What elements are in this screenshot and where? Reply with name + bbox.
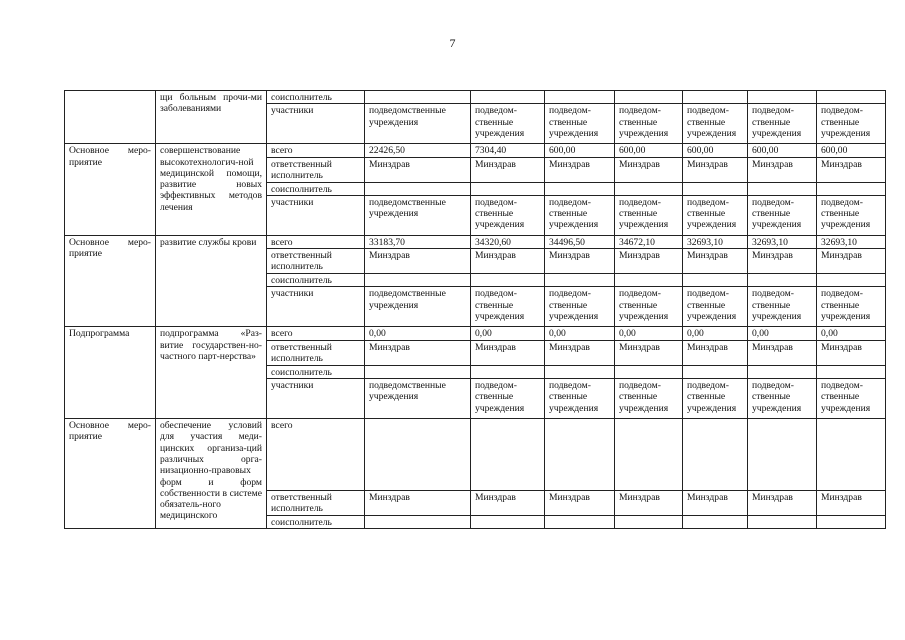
total-value-cell: 34672,10 xyxy=(615,235,683,248)
table-body xyxy=(65,91,886,529)
participants-cell: подведом-ственные учреждения xyxy=(545,379,615,419)
empty-cell xyxy=(683,516,748,529)
empty-cell xyxy=(365,365,471,378)
participants-cell: подведомственные учреждения xyxy=(365,104,471,144)
total-value-cell: 32693,10 xyxy=(817,235,886,248)
participants-cell: подведом-ственные учреждения xyxy=(817,104,886,144)
total-value-cell xyxy=(748,419,817,491)
total-value-cell: 34320,60 xyxy=(471,235,545,248)
participants-cell: подведом-ственные учреждения xyxy=(615,379,683,419)
measure-name-cell: развитие службы крови xyxy=(156,235,267,327)
empty-cell xyxy=(748,182,817,195)
empty-cell xyxy=(748,91,817,104)
empty-cell xyxy=(471,274,545,287)
empty-cell xyxy=(817,274,886,287)
participants-cell: подведом-ственные учреждения xyxy=(545,287,615,327)
status-cell: Основное меро-приятие xyxy=(65,419,156,529)
measure-name-cell: щи больным прочи-ми заболеваниями xyxy=(156,91,267,144)
participants-cell: подведомственные учреждения xyxy=(365,379,471,419)
empty-cell xyxy=(817,91,886,104)
total-value-cell: 600,00 xyxy=(683,144,748,157)
empty-cell xyxy=(615,516,683,529)
responsible-cell: Минздрав xyxy=(365,340,471,365)
participants-cell: подведомственные учреждения xyxy=(365,195,471,235)
table-row xyxy=(65,327,886,340)
empty-cell xyxy=(683,182,748,195)
responsible-cell: Минздрав xyxy=(471,340,545,365)
empty-cell xyxy=(683,365,748,378)
responsible-cell: Минздрав xyxy=(471,491,545,516)
total-value-cell: 32693,10 xyxy=(683,235,748,248)
empty-cell xyxy=(365,91,471,104)
empty-cell xyxy=(545,182,615,195)
participants-cell: подведом-ственные учреждения xyxy=(615,104,683,144)
participants-cell: подведом-ственные учреждения xyxy=(615,195,683,235)
empty-cell xyxy=(471,516,545,529)
total-value-cell: 0,00 xyxy=(471,327,545,340)
table-row xyxy=(65,235,886,248)
participants-cell: подведом-ственные учреждения xyxy=(545,104,615,144)
row-label-coexecutor: соисполнитель xyxy=(267,516,365,529)
responsible-cell: Минздрав xyxy=(471,249,545,274)
page-number: 7 xyxy=(449,36,456,50)
participants-cell: подведом-ственные учреждения xyxy=(683,379,748,419)
empty-cell xyxy=(817,182,886,195)
responsible-cell: Минздрав xyxy=(748,157,817,182)
total-value-cell: 0,00 xyxy=(615,327,683,340)
participants-cell: подведомственные учреждения xyxy=(365,287,471,327)
empty-cell xyxy=(748,365,817,378)
participants-cell: подведом-ственные учреждения xyxy=(471,195,545,235)
row-label-total: всего xyxy=(267,327,365,340)
total-value-cell: 600,00 xyxy=(615,144,683,157)
participants-cell: подведом-ственные учреждения xyxy=(748,104,817,144)
row-label-total: всего xyxy=(267,419,365,491)
participants-cell: подведом-ственные учреждения xyxy=(471,104,545,144)
row-label-total: всего xyxy=(267,235,365,248)
empty-cell xyxy=(615,274,683,287)
row-label-participants: участники xyxy=(267,287,365,327)
empty-cell xyxy=(683,91,748,104)
row-label-responsible: ответственный исполнитель xyxy=(267,340,365,365)
responsible-cell: Минздрав xyxy=(365,157,471,182)
responsible-cell: Минздрав xyxy=(683,249,748,274)
total-value-cell: 22426,50 xyxy=(365,144,471,157)
program-funding-table xyxy=(64,90,886,529)
responsible-cell: Минздрав xyxy=(545,340,615,365)
participants-cell: подведом-ственные учреждения xyxy=(683,104,748,144)
total-value-cell: 600,00 xyxy=(748,144,817,157)
total-value-cell: 0,00 xyxy=(748,327,817,340)
participants-cell: подведом-ственные учреждения xyxy=(817,195,886,235)
responsible-cell: Минздрав xyxy=(748,340,817,365)
responsible-cell: Минздрав xyxy=(545,249,615,274)
total-value-cell xyxy=(471,419,545,491)
total-value-cell: 600,00 xyxy=(817,144,886,157)
empty-cell xyxy=(545,365,615,378)
total-value-cell: 0,00 xyxy=(365,327,471,340)
empty-cell xyxy=(545,91,615,104)
table-row xyxy=(65,91,886,104)
empty-cell xyxy=(615,365,683,378)
responsible-cell: Минздрав xyxy=(471,157,545,182)
row-label-coexecutor: соисполнитель xyxy=(267,365,365,378)
empty-cell xyxy=(365,182,471,195)
empty-cell xyxy=(471,182,545,195)
total-value-cell: 0,00 xyxy=(817,327,886,340)
table-row xyxy=(65,144,886,157)
responsible-cell: Минздрав xyxy=(748,249,817,274)
participants-cell: подведом-ственные учреждения xyxy=(817,379,886,419)
total-value-cell: 34496,50 xyxy=(545,235,615,248)
status-cell: Основное меро-приятие xyxy=(65,235,156,327)
row-label-participants: участники xyxy=(267,195,365,235)
responsible-cell: Минздрав xyxy=(615,157,683,182)
total-value-cell xyxy=(817,419,886,491)
responsible-cell: Минздрав xyxy=(683,157,748,182)
responsible-cell: Минздрав xyxy=(615,491,683,516)
participants-cell: подведом-ственные учреждения xyxy=(748,379,817,419)
participants-cell: подведом-ственные учреждения xyxy=(817,287,886,327)
empty-cell xyxy=(817,516,886,529)
participants-cell: подведом-ственные учреждения xyxy=(615,287,683,327)
total-value-cell: 32693,10 xyxy=(748,235,817,248)
responsible-cell: Минздрав xyxy=(365,249,471,274)
total-value-cell xyxy=(683,419,748,491)
responsible-cell: Минздрав xyxy=(615,340,683,365)
participants-cell: подведом-ственные учреждения xyxy=(471,287,545,327)
responsible-cell: Минздрав xyxy=(817,491,886,516)
empty-cell xyxy=(683,274,748,287)
status-cell xyxy=(65,91,156,144)
status-cell: Подпрограмма xyxy=(65,327,156,419)
empty-cell xyxy=(748,274,817,287)
total-value-cell xyxy=(545,419,615,491)
row-label-coexecutor: соисполнитель xyxy=(267,182,365,195)
empty-cell xyxy=(545,274,615,287)
status-cell: Основное меро-приятие xyxy=(65,144,156,236)
participants-cell: подведом-ственные учреждения xyxy=(748,287,817,327)
empty-cell xyxy=(365,516,471,529)
empty-cell xyxy=(615,182,683,195)
participants-cell: подведом-ственные учреждения xyxy=(545,195,615,235)
participants-cell: подведом-ственные учреждения xyxy=(683,195,748,235)
measure-name-cell: совершенствование высокотехнологич-ной медицинской помощи, развитие новых эффективных методов лечения xyxy=(156,144,267,236)
responsible-cell: Минздрав xyxy=(683,491,748,516)
responsible-cell: Минздрав xyxy=(817,249,886,274)
row-label-total: всего xyxy=(267,144,365,157)
responsible-cell: Минздрав xyxy=(748,491,817,516)
row-label-participants: участники xyxy=(267,379,365,419)
responsible-cell: Минздрав xyxy=(365,491,471,516)
total-value-cell: 0,00 xyxy=(683,327,748,340)
responsible-cell: Минздрав xyxy=(817,157,886,182)
row-label-responsible: ответственный исполнитель xyxy=(267,491,365,516)
total-value-cell: 600,00 xyxy=(545,144,615,157)
row-label-coexecutor: соисполнитель xyxy=(267,274,365,287)
total-value-cell: 33183,70 xyxy=(365,235,471,248)
empty-cell xyxy=(365,274,471,287)
participants-cell: подведом-ственные учреждения xyxy=(471,379,545,419)
total-value-cell: 7304,40 xyxy=(471,144,545,157)
empty-cell xyxy=(471,91,545,104)
total-value-cell xyxy=(615,419,683,491)
empty-cell xyxy=(615,91,683,104)
table-row xyxy=(65,419,886,491)
responsible-cell: Минздрав xyxy=(615,249,683,274)
row-label-participants: участники xyxy=(267,104,365,144)
empty-cell xyxy=(545,516,615,529)
responsible-cell: Минздрав xyxy=(817,340,886,365)
responsible-cell: Минздрав xyxy=(545,157,615,182)
responsible-cell: Минздрав xyxy=(545,491,615,516)
measure-name-cell: подпрограмма «Раз-витие государствен-но-частного парт-нерства» xyxy=(156,327,267,419)
empty-cell xyxy=(748,516,817,529)
responsible-cell: Минздрав xyxy=(683,340,748,365)
row-label-responsible: ответственный исполнитель xyxy=(267,249,365,274)
row-label-responsible: ответственный исполнитель xyxy=(267,157,365,182)
empty-cell xyxy=(817,365,886,378)
empty-cell xyxy=(471,365,545,378)
row-label-coexecutor: соисполнитель xyxy=(267,91,365,104)
total-value-cell: 0,00 xyxy=(545,327,615,340)
participants-cell: подведом-ственные учреждения xyxy=(748,195,817,235)
measure-name-cell: обеспечение условий для участия меди-цинских организа-ций различных орга-низационно-правовых форм и форм собственности в системе обязатель-ного медицинского xyxy=(156,419,267,529)
participants-cell: подведом-ственные учреждения xyxy=(683,287,748,327)
total-value-cell xyxy=(365,419,471,491)
